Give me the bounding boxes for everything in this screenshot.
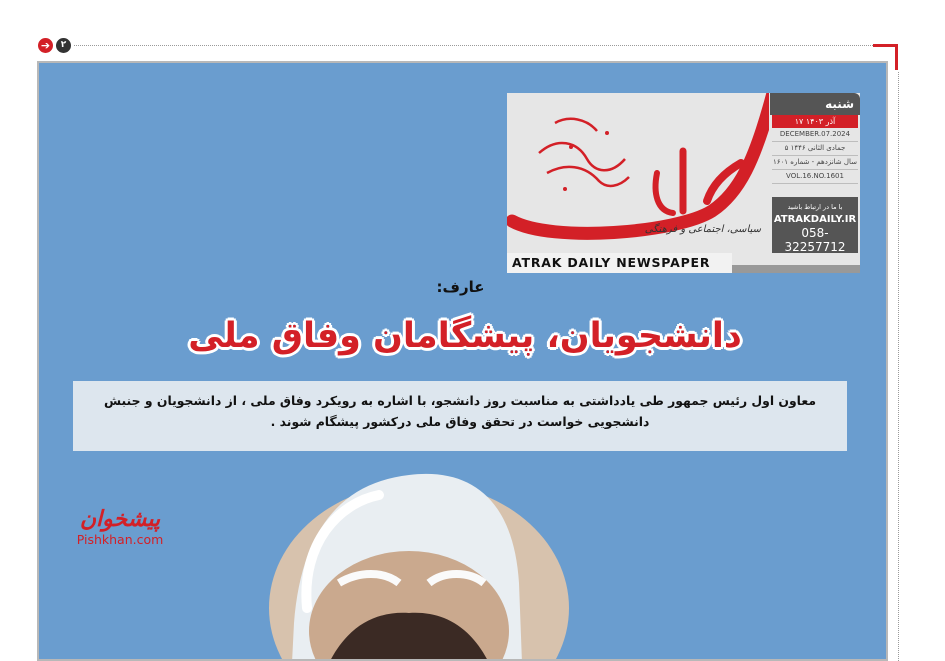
contact-note: با ما در ارتباط باشید [787, 203, 843, 211]
side-dotted-rule [898, 72, 899, 661]
newspaper-logo [507, 93, 769, 253]
hijri-date: ۵ جمادی الثانی ۱۴۴۶ [772, 142, 858, 156]
article-kicker [0, 278, 945, 296]
watermark-en: Pishkhan.com [76, 532, 164, 547]
page-number: ۲ [56, 38, 71, 53]
article-lead: معاون اول رئیس جمهور طی یادداشتی به مناسبت روز دانشجو، با اشاره به رویکرد وفاق ملی ، از دانشجویان و جنبش دانشجویی خواست در تحقق وفاق ملی درکشور پیشگام شوند . [73, 381, 847, 451]
top-dotted-rule [74, 45, 873, 46]
masthead [507, 93, 860, 273]
website-link[interactable]: ATRAKDAILY.IR [773, 214, 857, 225]
watermark-fa: پیشخوان [79, 506, 161, 532]
newspaper-tagline: سیاسی، اجتماعی و فرهنگی [644, 224, 761, 235]
gregorian-date: DECEMBER.07.2024 [772, 128, 858, 142]
date-panel [770, 93, 860, 273]
persian-date: ۱۷ آذر ۱۴۰۳ [772, 115, 858, 128]
issue-number-en: VOL.16.NO.1601 [772, 170, 858, 184]
page-nav [38, 38, 71, 53]
pishkhan-watermark [72, 505, 168, 547]
phone-number: 058-32257712 [784, 226, 846, 254]
contact-box [772, 197, 858, 253]
issue-number-fa: سال شانزدهم - شماره ۱۶۰۱ [772, 156, 858, 170]
kicker-text: عارف: [436, 278, 485, 296]
next-page-arrow-icon[interactable]: ➔ [38, 38, 53, 53]
article-headline[interactable]: دانشجویان، پیشگامان وفاق ملی [188, 316, 742, 356]
weekday: شنبه [770, 93, 860, 115]
newspaper-subtitle: ATRAK DAILY NEWSPAPER [507, 253, 732, 273]
